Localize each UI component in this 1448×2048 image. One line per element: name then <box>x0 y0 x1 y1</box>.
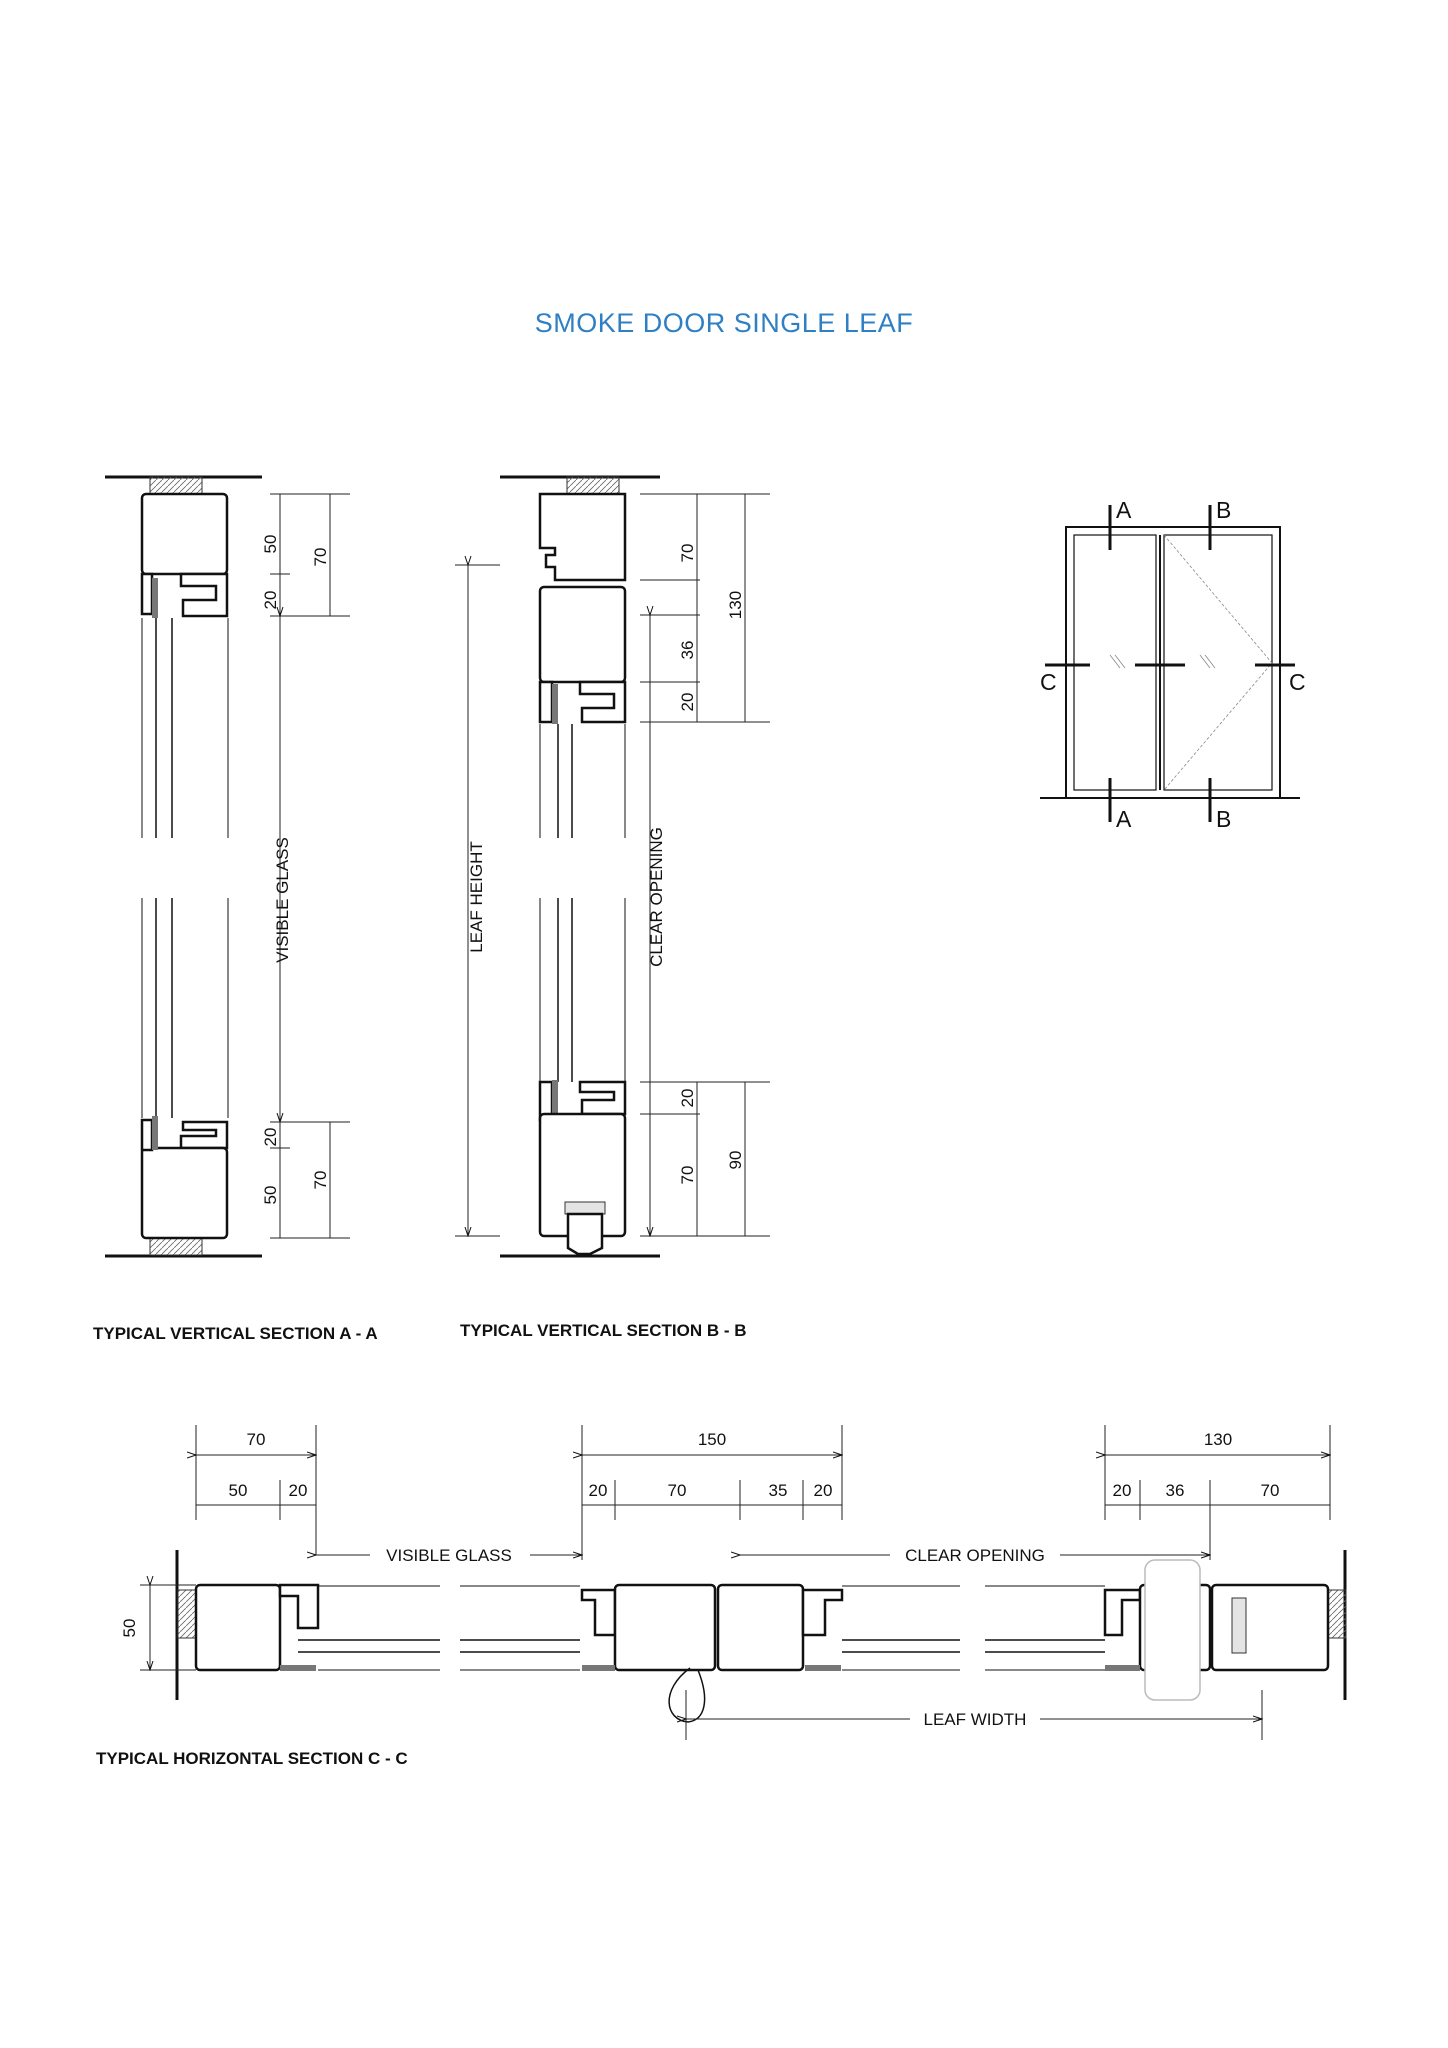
dim-b-70: 70 <box>678 543 697 563</box>
dim-b-bottom-90: 90 <box>726 1150 745 1170</box>
dim-b-20: 20 <box>678 692 697 712</box>
dim-c-right-36: 36 <box>1165 1481 1185 1500</box>
key-marker-a-top: A <box>1116 497 1132 523</box>
dim-c-mid-20b: 20 <box>813 1481 833 1500</box>
caption-section-b: TYPICAL VERTICAL SECTION B - B <box>460 1321 747 1340</box>
dim-c-mid-70: 70 <box>667 1481 687 1500</box>
label-leaf-height: LEAF HEIGHT <box>467 841 486 953</box>
key-marker-c-left: C <box>1040 669 1057 695</box>
dim-c-left-70: 70 <box>246 1430 266 1449</box>
dim-c-height-50: 50 <box>120 1618 139 1638</box>
section-a-a <box>93 477 378 1343</box>
dim-b-bottom-20: 20 <box>678 1088 697 1108</box>
dim-c-right-70: 70 <box>1260 1481 1280 1500</box>
dim-c-mid-35: 35 <box>768 1481 788 1500</box>
dim-c-left-20: 20 <box>288 1481 308 1500</box>
dim-c-left-50: 50 <box>228 1481 248 1500</box>
dim-a-bottom-20: 20 <box>261 1127 280 1147</box>
dim-a-bottom-70: 70 <box>311 1170 330 1190</box>
key-plan <box>1040 497 1306 832</box>
section-b-b <box>455 477 770 1340</box>
section-c-c <box>96 1425 1346 1768</box>
dim-a-top-20: 20 <box>261 590 280 610</box>
dim-c-right-20: 20 <box>1112 1481 1132 1500</box>
label-visible-glass-c: VISIBLE GLASS <box>386 1546 512 1565</box>
key-marker-b-bottom: B <box>1216 806 1232 832</box>
key-marker-b-top: B <box>1216 497 1232 523</box>
dim-b-130: 130 <box>726 590 745 620</box>
label-clear-opening-c: CLEAR OPENING <box>905 1546 1045 1565</box>
label-visible-glass-a: VISIBLE GLASS <box>273 837 292 963</box>
dim-a-bottom-50: 50 <box>261 1185 280 1205</box>
dim-a-top-50: 50 <box>261 534 280 554</box>
label-leaf-width: LEAF WIDTH <box>923 1710 1027 1729</box>
key-marker-c-right: C <box>1289 669 1306 695</box>
section-a-dimensions <box>261 494 350 1238</box>
dim-a-top-70: 70 <box>311 547 330 567</box>
label-clear-opening-b: CLEAR OPENING <box>647 827 666 967</box>
dim-b-36: 36 <box>678 640 697 660</box>
dim-c-mid-150: 150 <box>697 1430 727 1449</box>
caption-section-a: TYPICAL VERTICAL SECTION A - A <box>93 1324 378 1343</box>
dim-c-right-130: 130 <box>1203 1430 1233 1449</box>
key-marker-a-bottom: A <box>1116 806 1132 832</box>
page-title: SMOKE DOOR SINGLE LEAF <box>534 308 914 338</box>
dim-c-mid-20a: 20 <box>588 1481 608 1500</box>
dim-b-bottom-70: 70 <box>678 1165 697 1185</box>
caption-section-c: TYPICAL HORIZONTAL SECTION C - C <box>96 1749 408 1768</box>
